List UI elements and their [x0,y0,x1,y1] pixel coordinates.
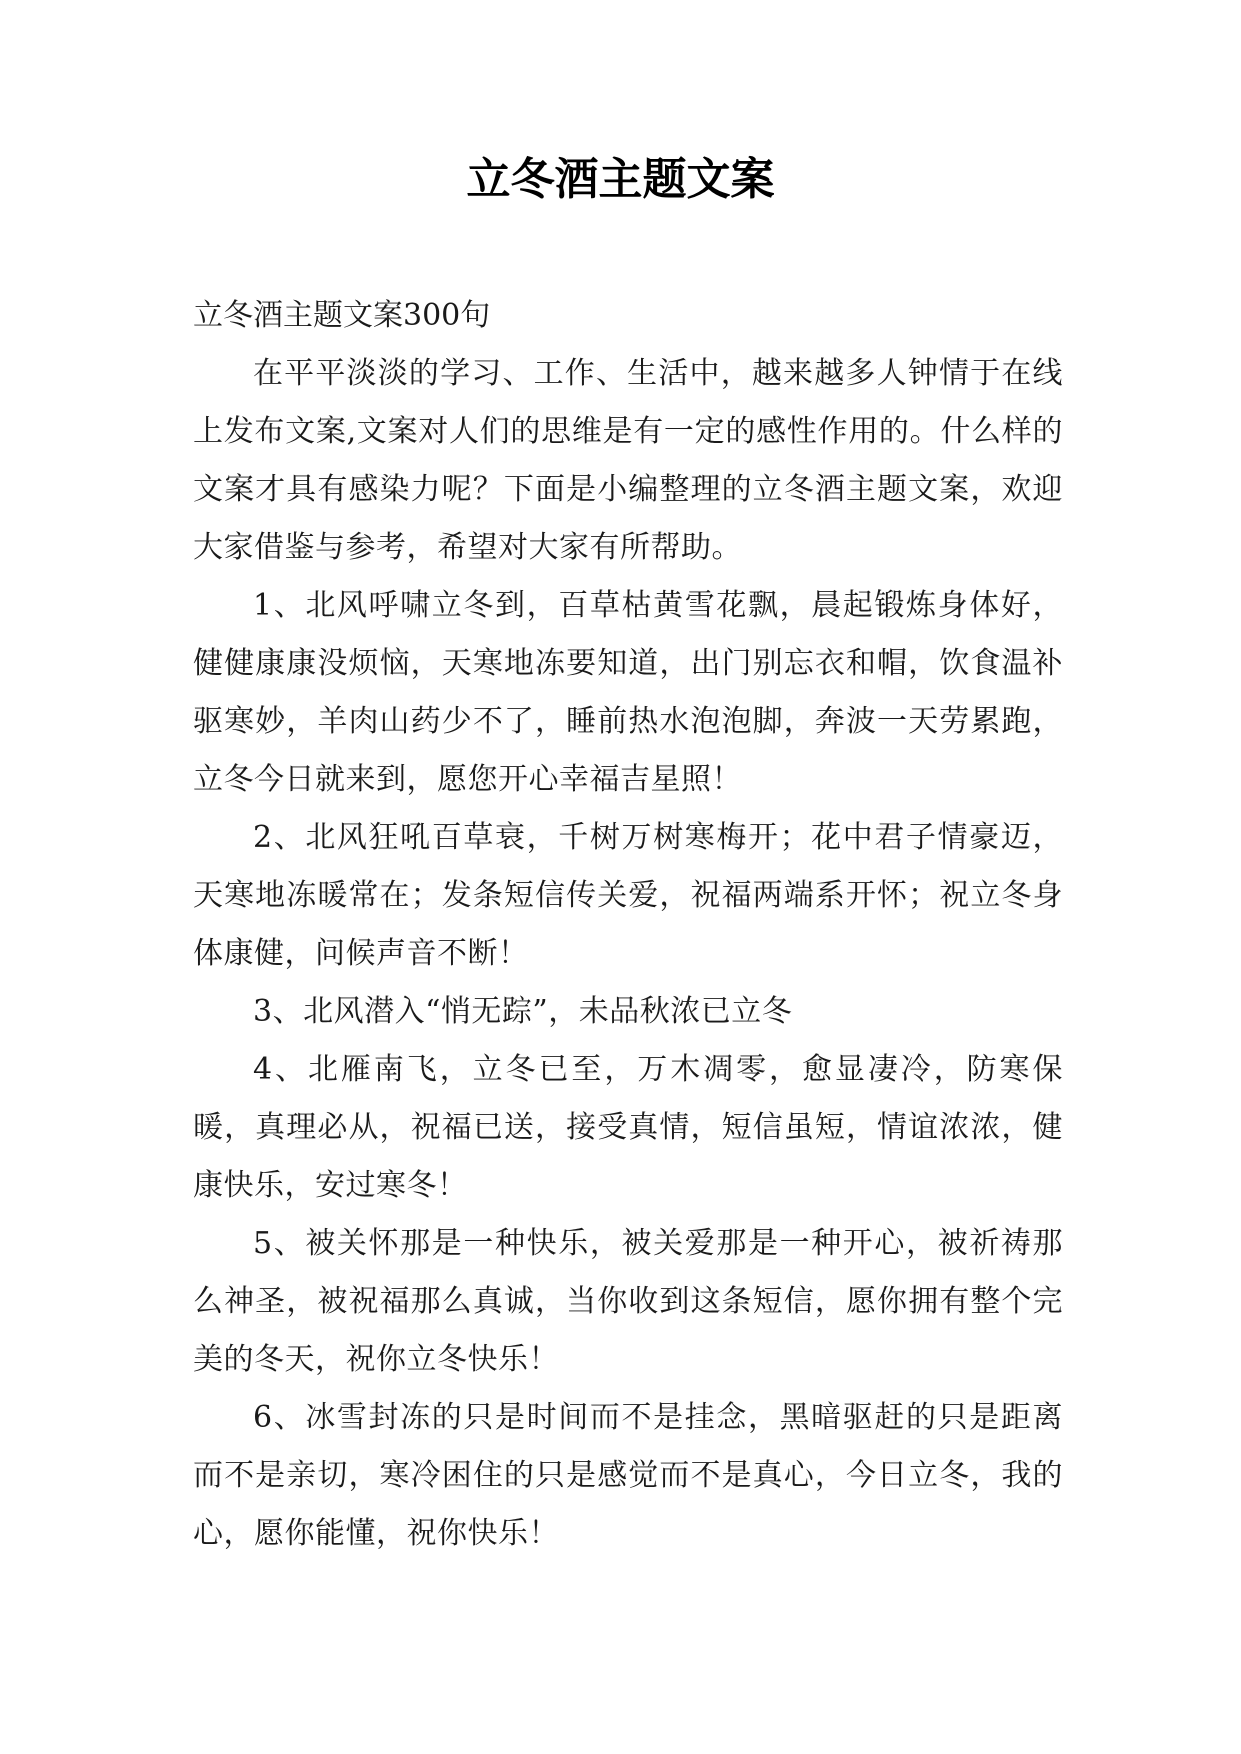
paragraph-item-6: 6、冰雪封冻的只是时间而不是挂念，黑暗驱赶的只是距离而不是亲切，寒冷困住的只是感觉而不是真心，今日立冬，我的心，愿你能懂，祝你快乐！ [193,1400,1063,1551]
paragraph-item-5: 5、被关怀那是一种快乐，被关爱那是一种开心，被祈祷那么神圣，被祝福那么真诚，当你收到这条短信，愿你拥有整个完美的冬天，祝你立冬快乐！ [193,1226,1063,1377]
document-title: 立冬酒主题文案 [466,154,775,205]
document-subtitle: 立冬酒主题文案300句 [193,298,491,333]
document-body [193,287,1063,1563]
paragraph-intro: 在平平淡淡的学习、工作、生活中，越来越多人钟情于在线上发布文案,文案对人们的思维是有一定的感性作用的。什么样的文案才具有感染力呢？下面是小编整理的立冬酒主题文案，欢迎大家借鉴与参考，希望对大家有所帮助。 [193,356,1063,565]
paragraph-item-4: 4、北雁南飞，立冬已至，万木凋零，愈显凄冷，防寒保暖，真理必从，祝福已送，接受真情，短信虽短，情谊浓浓，健康快乐，安过寒冬！ [193,1052,1063,1203]
paragraph-item-1: 1、北风呼啸立冬到，百草枯黄雪花飘，晨起锻炼身体好，健健康康没烦恼，天寒地冻要知道，出门别忘衣和帽，饮食温补驱寒妙，羊肉山药少不了，睡前热水泡泡脚，奔波一天劳累跑，立冬今日就来到，愿您开心幸福吉星照！ [193,588,1063,797]
paragraph-item-3: 3、北风潜入“悄无踪”，未品秋浓已立冬 [253,994,793,1029]
paragraph-item-2: 2、北风狂吼百草衰，千树万树寒梅开；花中君子情豪迈，天寒地冻暖常在；发条短信传关爱，祝福两端系开怀；祝立冬身体康健，问候声音不断！ [193,820,1063,971]
